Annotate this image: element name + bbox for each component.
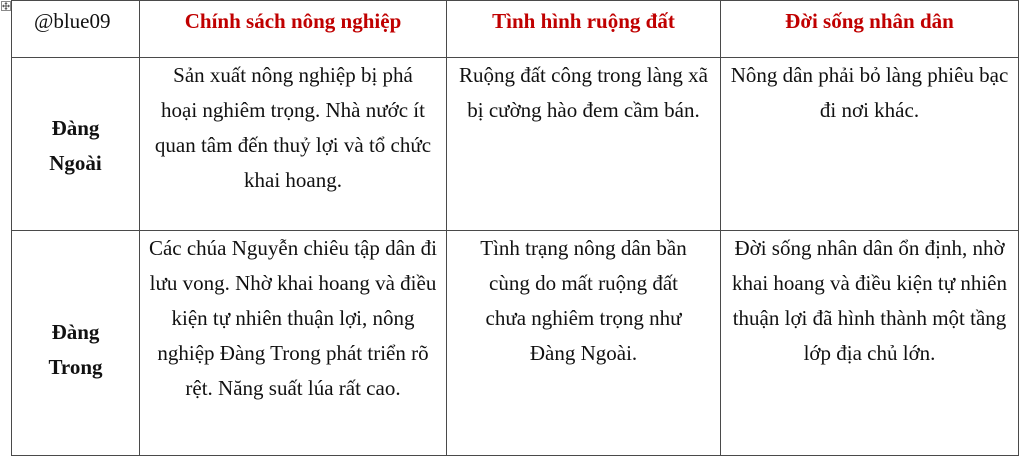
cell-text: Sản xuất nông nghiệp bị phá hoại nghiêm trọng. Nhà nước ít quan tâm đến thuỷ lợi và tổ chức khai hoang. — [154, 63, 432, 192]
corner-label-cell — [12, 1, 140, 58]
column-header-people-life — [721, 1, 1019, 58]
column-header-agriculture-policy — [140, 1, 447, 58]
table-row — [12, 58, 1019, 231]
cell-text: Đời sống nhân dân ổn định, nhờ khai hoang và điều kiện tự nhiên thuận lợi đã hình thành một tầng lớp địa chủ lớn. — [732, 236, 1007, 365]
table-move-handle-icon[interactable] — [1, 1, 11, 11]
cell-text: Tình trạng nông dân bần cùng do mất ruộng đất chưa nghiêm trọng như Đàng Ngoài. — [480, 236, 687, 365]
corner-label: @blue09 — [34, 9, 111, 33]
table-cell — [140, 58, 447, 231]
table-header-row — [12, 1, 1019, 58]
column-header-label: Đời sống nhân dân — [785, 9, 954, 33]
column-header-label: Chính sách nông nghiệp — [184, 9, 402, 33]
cell-text: Nông dân phải bỏ làng phiêu bạc đi nơi khác. — [730, 63, 1009, 122]
table-cell — [721, 231, 1019, 456]
cell-text: Ruộng đất công trong làng xã bị cường hào đem cầm bán. — [458, 63, 709, 122]
column-header-land-situation — [447, 1, 721, 58]
table-cell — [140, 231, 447, 456]
row-header-label: Đàng Trong — [48, 320, 103, 379]
table-cell — [447, 231, 721, 456]
table-row — [12, 231, 1019, 456]
table-cell — [447, 58, 721, 231]
cell-text: Các chúa Nguyễn chiêu tập dân đi lưu vong. Nhờ khai hoang và điều kiện tự nhiên thuận lợi, nông nghiệp Đàng Trong phát triển rõ rệt. Năng suất lúa rất cao. — [148, 236, 438, 400]
row-header-dang-trong — [12, 231, 140, 456]
column-header-label: Tình hình ruộng đất — [492, 9, 675, 33]
comparison-table — [11, 0, 1019, 456]
table-cell — [721, 58, 1019, 231]
row-header-label: Đàng Ngoài — [49, 116, 102, 175]
row-header-dang-ngoai — [12, 58, 140, 231]
